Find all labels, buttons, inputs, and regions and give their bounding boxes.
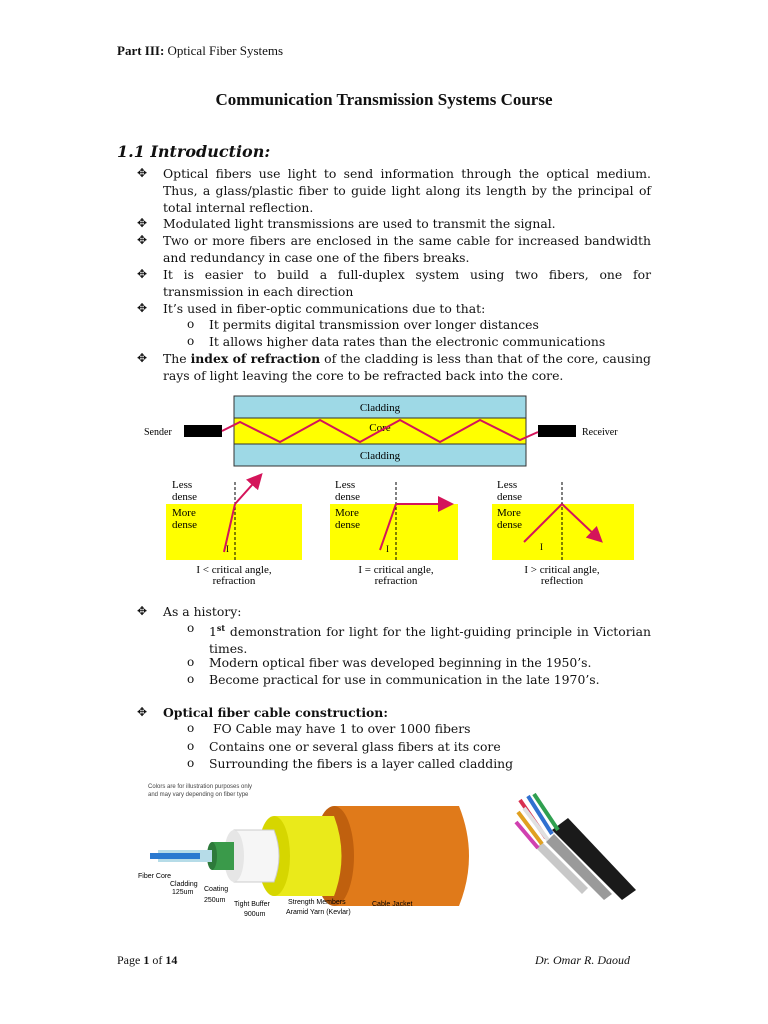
page-of: of	[149, 953, 166, 967]
strength-label: Strength Members	[288, 899, 346, 906]
bullet-icon: ✥	[137, 233, 148, 247]
part-label: Part III:	[117, 43, 165, 58]
bullet-item: Two or more fibers are enclosed in the same cable for increased bandwidth and redundancy in case one of the fibers breaks.	[163, 233, 651, 265]
panel-reflection	[492, 479, 634, 587]
cable-cross-section-image	[134, 778, 484, 928]
page-label: Page	[117, 953, 144, 967]
less-label: Less	[335, 479, 356, 491]
jacket-label: Cable Jacket	[372, 901, 413, 908]
bullet-item: It’s used in fiber-optic communications due to that:	[163, 301, 486, 316]
bullet-icon: ✥	[137, 705, 148, 719]
angle-label: I	[226, 544, 229, 554]
strength-sub: Aramid Yarn (Kevlar)	[286, 909, 351, 916]
bullet-item: Modulated light transmissions are used to transmit the signal.	[163, 216, 556, 231]
history-label: As a history:	[163, 604, 242, 619]
panel-refraction-critical	[330, 479, 458, 587]
more-label: More	[335, 507, 359, 519]
panel-refraction-below	[166, 476, 302, 587]
sub-item: It allows higher data rates than the electronic communications	[209, 334, 606, 349]
sub-bullet-icon: o	[187, 721, 195, 735]
refraction-bullet	[163, 350, 651, 384]
history-first-sup: st	[216, 623, 226, 633]
refraction-term: index of refraction	[190, 351, 321, 366]
sub-bullet-icon: o	[187, 739, 195, 753]
section-heading: 1.1 Introduction:	[117, 142, 271, 161]
refraction-post: of the cladding is less than that of the core, causing rays of light leaving the core to be refracted back into the core.	[163, 351, 651, 383]
page-number	[117, 953, 177, 968]
history-first-text: demonstration for light for the light-guiding principle in Victorian times.	[209, 624, 651, 657]
bullet-icon: ✥	[137, 351, 148, 365]
buffer-size: 900um	[244, 911, 266, 918]
more-label: More	[497, 507, 521, 519]
receiver-block	[538, 425, 576, 437]
sender-block	[184, 425, 222, 437]
sub-bullet-icon: o	[187, 756, 195, 770]
sub-bullet-icon: o	[187, 621, 195, 635]
dense-label: dense	[497, 491, 523, 503]
coating-label: Coating	[204, 886, 229, 893]
sub-bullet-icon: o	[187, 334, 195, 348]
bullet-item: Optical fibers use light to send information through the optical medium. Thus, a glass/plastic fiber to guide light along its length by the principal of total internal reflection.	[163, 166, 651, 215]
refracted-ray	[235, 476, 260, 504]
bullet-item: It is easier to build a full-duplex system using two fibers, one for transmission in each direction	[163, 267, 651, 299]
fiber-refraction-diagram	[140, 392, 640, 592]
bullet-icon: ✥	[137, 216, 148, 230]
bullet-icon: ✥	[137, 604, 148, 618]
refraction-pre: The	[163, 351, 191, 366]
page-title: Communication Transmission Systems Course	[215, 90, 553, 109]
construction-item: Surrounding the fibers is a layer called cladding	[209, 756, 514, 771]
more-label: More	[172, 507, 196, 519]
core-label: Core	[369, 422, 391, 434]
page-num: 1	[143, 953, 150, 967]
construction-item: Contains one or several glass fibers at its core	[209, 739, 501, 754]
illustration-note: Colors are for illustration purposes only	[148, 784, 253, 790]
cladding-label: Cladding	[170, 881, 198, 888]
author: Dr. Omar R. Daoud	[535, 953, 631, 967]
sub-bullet-icon: o	[187, 655, 195, 669]
illustration-note: and may vary depending on fiber type	[148, 792, 249, 798]
dense-label: dense	[172, 491, 198, 503]
bullet-icon: ✥	[137, 166, 148, 180]
receiver-label: Receiver	[582, 427, 618, 438]
cladding-top-label: Cladding	[359, 402, 401, 414]
sub-bullet-icon: o	[187, 317, 195, 331]
buffer-label: Tight Buffer	[234, 901, 270, 908]
coating-size: 250um	[204, 897, 226, 904]
history-first-num: 1	[209, 624, 217, 640]
dense-label: dense	[335, 519, 361, 531]
multi-fiber-cable-photo	[512, 790, 638, 920]
history-item: Become practical for use in communication in the late 1970’s.	[209, 672, 600, 687]
angle-label: I	[540, 542, 543, 552]
caption-line1: I > critical angle,	[524, 564, 600, 576]
cladding-size: 125um	[172, 889, 194, 896]
dense-label: dense	[497, 519, 523, 531]
part-title: Optical Fiber Systems	[167, 43, 284, 58]
cladding-bottom-label: Cladding	[359, 450, 401, 462]
angle-label: I	[386, 544, 389, 554]
dense-label: dense	[335, 491, 361, 503]
sub-item: It permits digital transmission over longer distances	[209, 317, 539, 332]
construction-label: Optical fiber cable construction:	[163, 705, 388, 720]
less-label: Less	[497, 479, 518, 491]
bullet-icon: ✥	[137, 267, 148, 281]
construction-item: FO Cable may have 1 to over 1000 fibers	[209, 721, 471, 736]
dense-label: dense	[172, 519, 198, 531]
page-total: 14	[165, 953, 178, 967]
running-header	[117, 43, 283, 59]
sender-label: Sender	[144, 427, 172, 438]
caption-line2: refraction	[212, 575, 256, 587]
fiber-core-label: Fiber Core	[138, 873, 172, 880]
history-first	[209, 620, 651, 657]
sub-bullet-icon: o	[187, 672, 195, 686]
caption-line1: I = critical angle,	[358, 564, 434, 576]
caption-line1: I < critical angle,	[196, 564, 272, 576]
caption-line2: refraction	[374, 575, 418, 587]
bullet-icon: ✥	[137, 301, 148, 315]
caption-line2: reflection	[540, 575, 584, 587]
history-item: Modern optical fiber was developed beginning in the 1950’s.	[209, 655, 592, 670]
less-label: Less	[172, 479, 193, 491]
